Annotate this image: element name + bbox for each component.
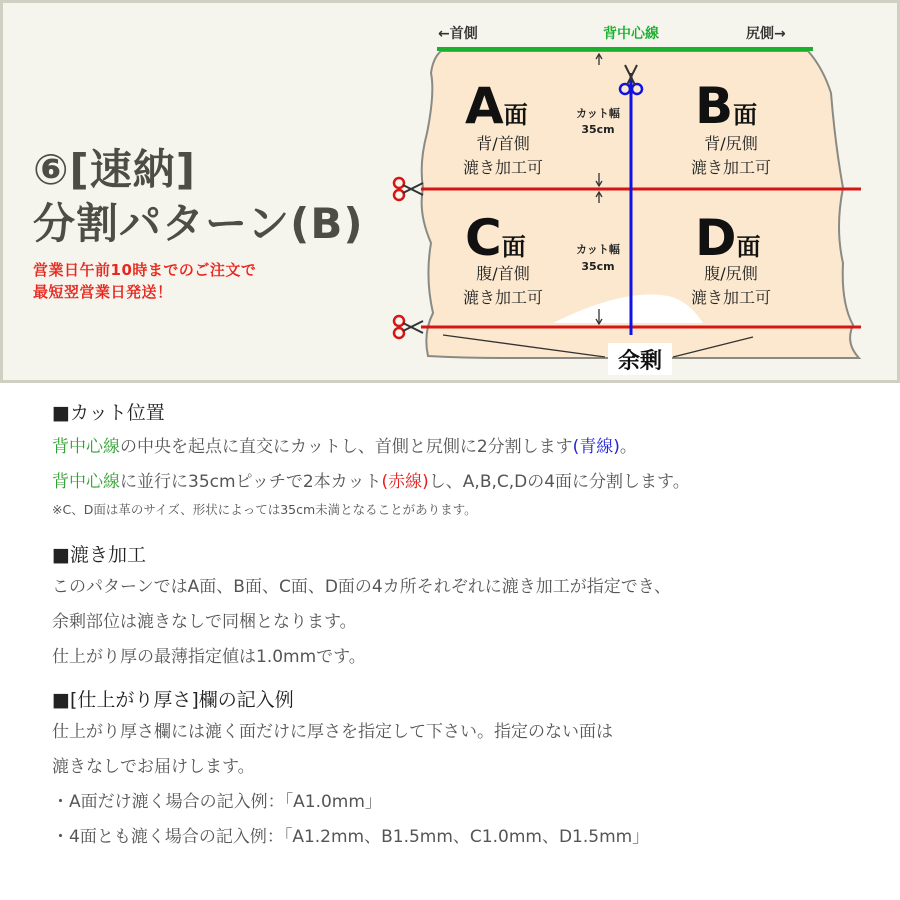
- cut-paragraph-1-text: の中央を起点に直交にカットし、首側と尻側に2分割します: [120, 437, 573, 457]
- red-line-term: (赤線): [381, 472, 429, 492]
- cut-paragraph-2-text: に並行に35cmピッチで2本カット: [120, 472, 382, 492]
- section-heading-example: ■[仕上がり厚さ]欄の記入例: [52, 689, 294, 711]
- panel-b-line1: 背/尻側: [704, 134, 758, 153]
- panel-a-line1: 背/首側: [476, 134, 530, 153]
- section-heading-cut: ■カット位置: [52, 402, 165, 424]
- example-item-1: ・A面だけ漉く場合の記入例：「A1.0mm」: [52, 792, 382, 812]
- cut-note: ※C、D面は革のサイズ、形状によっては35cm未満となることがあります。: [52, 502, 477, 517]
- section-heading-skive: ■漉き加工: [52, 544, 146, 566]
- panel-c-line1: 腹/首側: [476, 264, 530, 283]
- panel-d-letter: D: [695, 209, 737, 267]
- cut-width-label: カット幅: [576, 107, 620, 120]
- panel-d-line2: 漉き加工可: [690, 288, 772, 307]
- shipping-note-line2: 最短翌営業日発送！: [33, 283, 173, 301]
- blue-line-term: (青線): [572, 437, 620, 457]
- hip-side-label: 尻側→: [746, 26, 786, 42]
- panel-c-letter: C: [465, 209, 502, 267]
- panel-c-line2: 漉き加工可: [462, 288, 544, 307]
- center-line-term: 背中心線: [52, 437, 120, 457]
- example-item-2: ・4面とも漉く場合の記入例：「A1.2mm、B1.5mm、C1.0mm、D1.5mm」: [52, 827, 650, 847]
- panel-a-line2: 漉き加工可: [462, 158, 544, 177]
- shipping-note-line1: 営業日午前10時までのご注文で: [33, 261, 257, 279]
- description-content: [52, 398, 882, 855]
- cut-paragraph-1-end: 。: [619, 437, 637, 457]
- panel-b-line2: 漉き加工可: [690, 158, 772, 177]
- panel-d-suffix: 面: [736, 233, 761, 261]
- panel-c-suffix: 面: [501, 233, 526, 261]
- center-line-term: 背中心線: [52, 472, 120, 492]
- scissors-icon: [394, 316, 423, 338]
- center-line-label: 背中心線: [603, 26, 659, 42]
- skive-line-3: 仕上がり厚の最薄指定値は1.0mmです。: [52, 647, 366, 667]
- neck-side-label: ←首側: [438, 26, 478, 42]
- shipping-note: [33, 259, 413, 303]
- skive-line-1: このパターンではA面、B面、C面、D面の4カ所それぞれに漉き加工が指定でき、: [52, 577, 672, 597]
- cut-width-label: カット幅: [576, 243, 620, 256]
- cut-paragraph-1: [52, 430, 882, 465]
- cut-width-value: 35cm: [581, 123, 615, 136]
- panel-a-letter: A: [465, 77, 504, 135]
- cut-paragraph-2: [52, 465, 882, 500]
- surplus-label: 余剰: [617, 349, 663, 374]
- pattern-number-title: ⑥[速納]: [33, 145, 196, 194]
- title-block: [33, 143, 413, 303]
- panel-b-suffix: 面: [733, 101, 758, 129]
- panel-b-letter: B: [695, 77, 734, 135]
- example-line-1: 仕上がり厚さ欄には漉く面だけに厚さを指定して下さい。指定のない面は: [52, 722, 613, 742]
- cut-paragraph-2-end: し、A,B,C,Dの4面に分割します。: [428, 472, 690, 492]
- pattern-name-title: 分割パターン(B): [33, 199, 364, 248]
- pattern-banner: [0, 0, 900, 383]
- scissors-icon: [394, 178, 423, 200]
- panel-d-line1: 腹/尻側: [704, 264, 758, 283]
- skive-line-2: 余剰部位は漉きなしで同梱となります。: [52, 612, 357, 632]
- panel-a-suffix: 面: [503, 101, 528, 129]
- example-line-2: 漉きなしでお届けします。: [52, 757, 255, 777]
- leather-cut-diagram: [383, 13, 873, 378]
- cut-width-value: 35cm: [581, 260, 615, 273]
